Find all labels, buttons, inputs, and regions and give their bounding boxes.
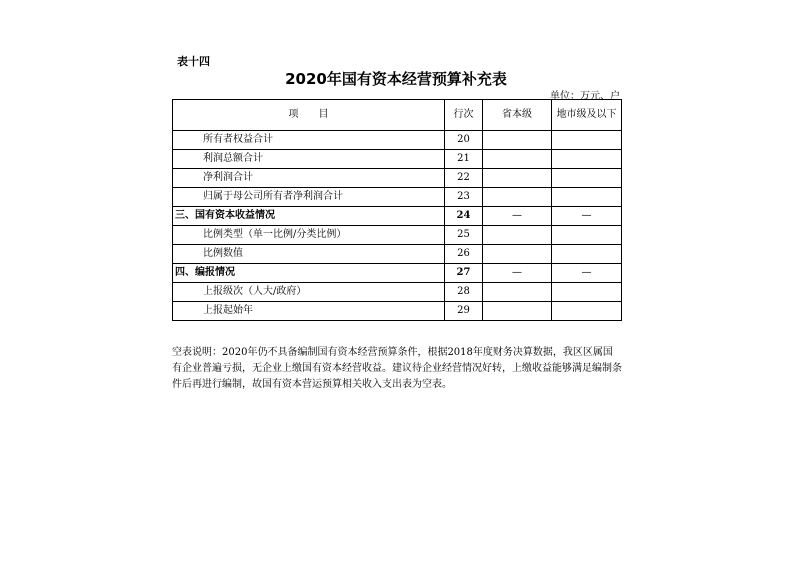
row-city-value: —	[552, 264, 622, 283]
row-province-value	[483, 169, 552, 188]
row-city-value	[552, 169, 622, 188]
header-province: 省本级	[483, 100, 552, 131]
table-row	[173, 169, 622, 188]
row-item: 净利润合计	[173, 169, 445, 188]
header-line-no: 行次	[445, 100, 483, 131]
row-province-value	[483, 131, 552, 150]
table-row	[173, 207, 622, 226]
row-city-value	[552, 245, 622, 264]
row-line-no: 21	[445, 150, 483, 169]
row-province-value	[483, 150, 552, 169]
row-item: 上报起始年	[173, 302, 445, 321]
row-city-value	[552, 131, 622, 150]
table-number: 表十四	[177, 55, 210, 68]
row-item: 上报级次（人大/政府）	[173, 283, 445, 302]
row-line-no: 23	[445, 188, 483, 207]
row-province-value: —	[483, 207, 552, 226]
row-item: 四、编报情况	[173, 264, 445, 283]
row-line-no: 28	[445, 283, 483, 302]
table-row	[173, 264, 622, 283]
row-item: 比例类型（单一比例/分类比例）	[173, 226, 445, 245]
row-city-value	[552, 302, 622, 321]
row-city-value: —	[552, 207, 622, 226]
row-item: 归属于母公司所有者净利润合计	[173, 188, 445, 207]
row-province-value	[483, 188, 552, 207]
row-province-value	[483, 283, 552, 302]
row-item: 所有者权益合计	[173, 131, 445, 150]
table-row	[173, 150, 622, 169]
row-line-no: 25	[445, 226, 483, 245]
row-province-value	[483, 302, 552, 321]
row-province-value	[483, 245, 552, 264]
row-line-no: 22	[445, 169, 483, 188]
table-header-row	[173, 100, 622, 131]
page-title: 2020年国有资本经营预算补充表	[285, 70, 507, 88]
table-row	[173, 226, 622, 245]
row-province-value	[483, 226, 552, 245]
row-item: 三、国有资本收益情况	[173, 207, 445, 226]
unit-label: 单位：万元、户	[550, 91, 620, 102]
table-row	[173, 302, 622, 321]
row-city-value	[552, 188, 622, 207]
header-city: 地市级及以下	[552, 100, 622, 131]
row-line-no: 24	[445, 207, 483, 226]
row-line-no: 20	[445, 131, 483, 150]
row-line-no: 27	[445, 264, 483, 283]
row-city-value	[552, 150, 622, 169]
header-item: 项 目	[173, 100, 445, 131]
row-item: 利润总额合计	[173, 150, 445, 169]
table-row	[173, 245, 622, 264]
empty-table-note: 空表说明：2020年仍不具备编制国有资本经营预算条件，根据2018年度财务决算数据，我区区属国有企业普遍亏损，无企业上缴国有资本经营收益。建议待企业经营情况好转，上缴收益能够满足编制条件后再进行编制，故国有资本营运预算相关收入支出表为空表。	[172, 347, 622, 390]
budget-table	[172, 99, 622, 321]
table-row	[173, 188, 622, 207]
row-item: 比例数值	[173, 245, 445, 264]
row-line-no: 29	[445, 302, 483, 321]
row-city-value	[552, 283, 622, 302]
table-row	[173, 283, 622, 302]
row-province-value: —	[483, 264, 552, 283]
row-line-no: 26	[445, 245, 483, 264]
table-row	[173, 131, 622, 150]
row-city-value	[552, 226, 622, 245]
